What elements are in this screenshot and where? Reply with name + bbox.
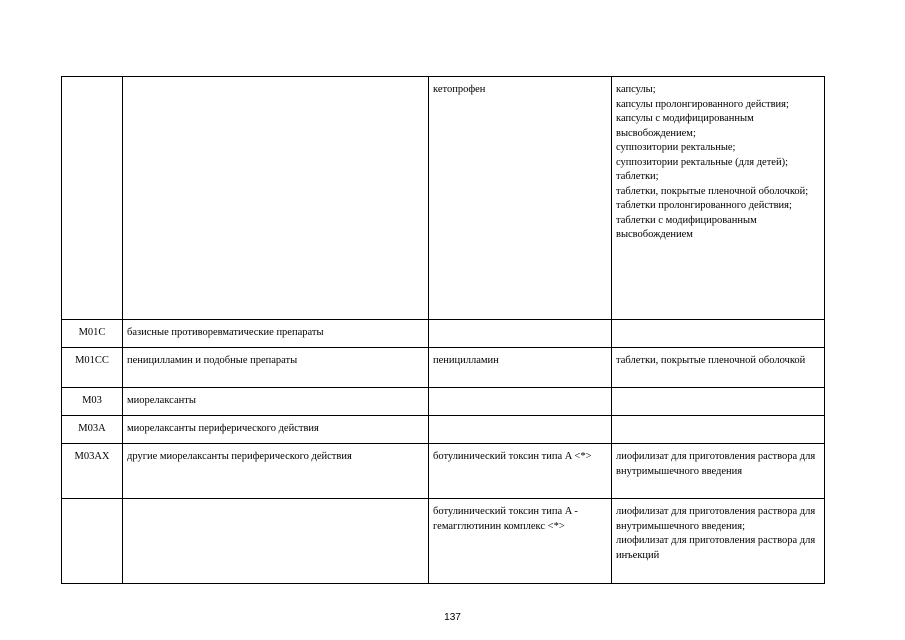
anatomical-therapeutic-group-cell: базисные противоревматические препараты — [123, 320, 429, 348]
table-row — [62, 444, 825, 499]
medicinal-substance-cell — [429, 416, 612, 444]
anatomical-therapeutic-group-cell: пеницилламин и подобные препараты — [123, 348, 429, 388]
dosage-forms-cell — [612, 388, 825, 416]
table-row — [62, 499, 825, 584]
atc-code-cell: M01C — [62, 320, 123, 348]
medicinal-substance-cell: ботулинический токсин типа A - гемагглютинин комплекс <*> — [429, 499, 612, 584]
table-row — [62, 348, 825, 388]
anatomical-therapeutic-group-cell: другие миорелаксанты периферического действия — [123, 444, 429, 499]
medicinal-substance-cell: пеницилламин — [429, 348, 612, 388]
medicinal-substance-cell — [429, 388, 612, 416]
anatomical-therapeutic-group-cell: миорелаксанты — [123, 388, 429, 416]
dosage-forms-cell — [612, 320, 825, 348]
medicinal-substance-cell: ботулинический токсин типа A <*> — [429, 444, 612, 499]
medicinal-substance-cell: кетопрофен — [429, 77, 612, 320]
dosage-forms-cell: таблетки, покрытые пленочной оболочкой — [612, 348, 825, 388]
table-row — [62, 320, 825, 348]
dosage-forms-cell: лиофилизат для приготовления раствора для внутримышечного введения — [612, 444, 825, 499]
atc-code-cell: M01CC — [62, 348, 123, 388]
atc-code-cell — [62, 499, 123, 584]
atc-code-cell: M03A — [62, 416, 123, 444]
dosage-forms-cell: капсулы; капсулы пролонгированного действия; капсулы с модифицированным высвобождением; суппозитории ректальные; суппозитории ректальные (для детей); таблетки; таблетки, покрытые пленочной оболочкой; таблетки пролонгированного действия; таблетки с модифицированным высвобождением — [612, 77, 825, 320]
table-row — [62, 388, 825, 416]
anatomical-therapeutic-group-cell: миорелаксанты периферического действия — [123, 416, 429, 444]
dosage-forms-cell — [612, 416, 825, 444]
page-number: 137 — [444, 612, 461, 623]
table-row — [62, 416, 825, 444]
anatomical-therapeutic-group-cell — [123, 499, 429, 584]
anatomical-therapeutic-group-cell — [123, 77, 429, 320]
medicinal-substance-cell — [429, 320, 612, 348]
atc-code-cell: M03AX — [62, 444, 123, 499]
table-row — [62, 77, 825, 320]
atc-code-cell: M03 — [62, 388, 123, 416]
drug-list-table — [61, 76, 825, 584]
atc-code-cell — [62, 77, 123, 320]
dosage-forms-cell: лиофилизат для приготовления раствора для внутримышечного введения; лиофилизат для приготовления раствора для инъекций — [612, 499, 825, 584]
